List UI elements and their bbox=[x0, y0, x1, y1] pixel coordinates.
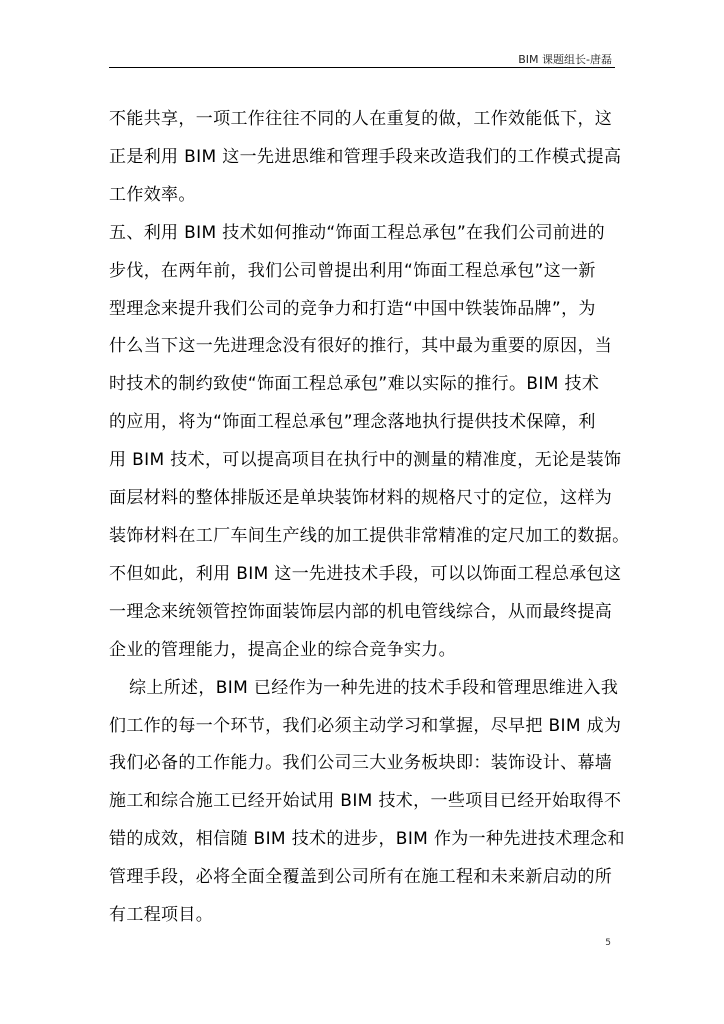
body-line: 错的成效，相信随 BIM 技术的进步，BIM 作为一种先进技术理念和 bbox=[109, 829, 625, 850]
body-line: 的应用，将为“饰面工程总承包”理念落地执行提供技术保障，利 bbox=[109, 412, 596, 433]
body-line: 管理手段，必将全面全覆盖到公司所有在施工程和未来新启动的所 bbox=[109, 867, 613, 888]
body-line: 有工程项目。 bbox=[109, 905, 214, 926]
summary-paragraph-first-line: 综上所述，BIM 已经作为一种先进的技术手段和管理思维进入我 bbox=[129, 677, 619, 698]
body-line: 型理念来提升我们公司的竞争力和打造“中国中铁装饰品牌”，为 bbox=[109, 298, 596, 319]
body-line: 不能共享，一项工作往往不同的人在重复的做，工作效能低下，这 bbox=[109, 109, 613, 129]
body-line: 工作效率。 bbox=[109, 184, 196, 205]
page-number: 5 bbox=[605, 938, 611, 948]
body-line: 我们必备的工作能力。我们公司三大业务板块即：装饰设计、幕墙 bbox=[109, 753, 613, 774]
running-header: BIM 课题组长-唐磊 bbox=[518, 53, 612, 66]
section-five-first-line: 五、利用 BIM 技术如何推动“饰面工程总承包”在我们公司前进的 bbox=[109, 222, 605, 243]
body-line: 施工和综合施工已经开始试用 BIM 技术，一些项目已经开始取得不 bbox=[109, 791, 622, 812]
body-line: 用 BIM 技术，可以提高项目在执行中的测量的精准度，无论是装饰 bbox=[109, 450, 622, 471]
body-line: 一理念来统领管控饰面装饰层内部的机电管线综合，从而最终提高 bbox=[109, 601, 613, 622]
body-line: 什么当下这一先进理念没有很好的推行，其中最为重要的原因，当 bbox=[109, 336, 613, 357]
body-line: 时技术的制约致使“饰面工程总承包”难以实际的推行。BIM 技术 bbox=[109, 374, 600, 395]
body-line: 们工作的每一个环节，我们必须主动学习和掌握，尽早把 BIM 成为 bbox=[109, 715, 622, 736]
header-divider bbox=[109, 67, 615, 68]
body-line: 装饰材料在工厂车间生产线的加工提供非常精准的定尺加工的数据。 bbox=[109, 525, 630, 546]
body-line: 面层材料的整体排版还是单块装饰材料的规格尺寸的定位，这样为 bbox=[109, 488, 613, 509]
document-body bbox=[109, 101, 649, 935]
body-line: 步伐，在两年前，我们公司曾提出利用“饰面工程总承包”这一新 bbox=[109, 260, 596, 281]
body-line: 不但如此，利用 BIM 这一先进技术手段，可以以饰面工程总承包这 bbox=[109, 563, 622, 584]
body-line: 企业的管理能力，提高企业的综合竞争实力。 bbox=[109, 639, 456, 660]
body-line: 正是利用 BIM 这一先进思维和管理手段来改造我们的工作模式提高 bbox=[109, 146, 622, 167]
